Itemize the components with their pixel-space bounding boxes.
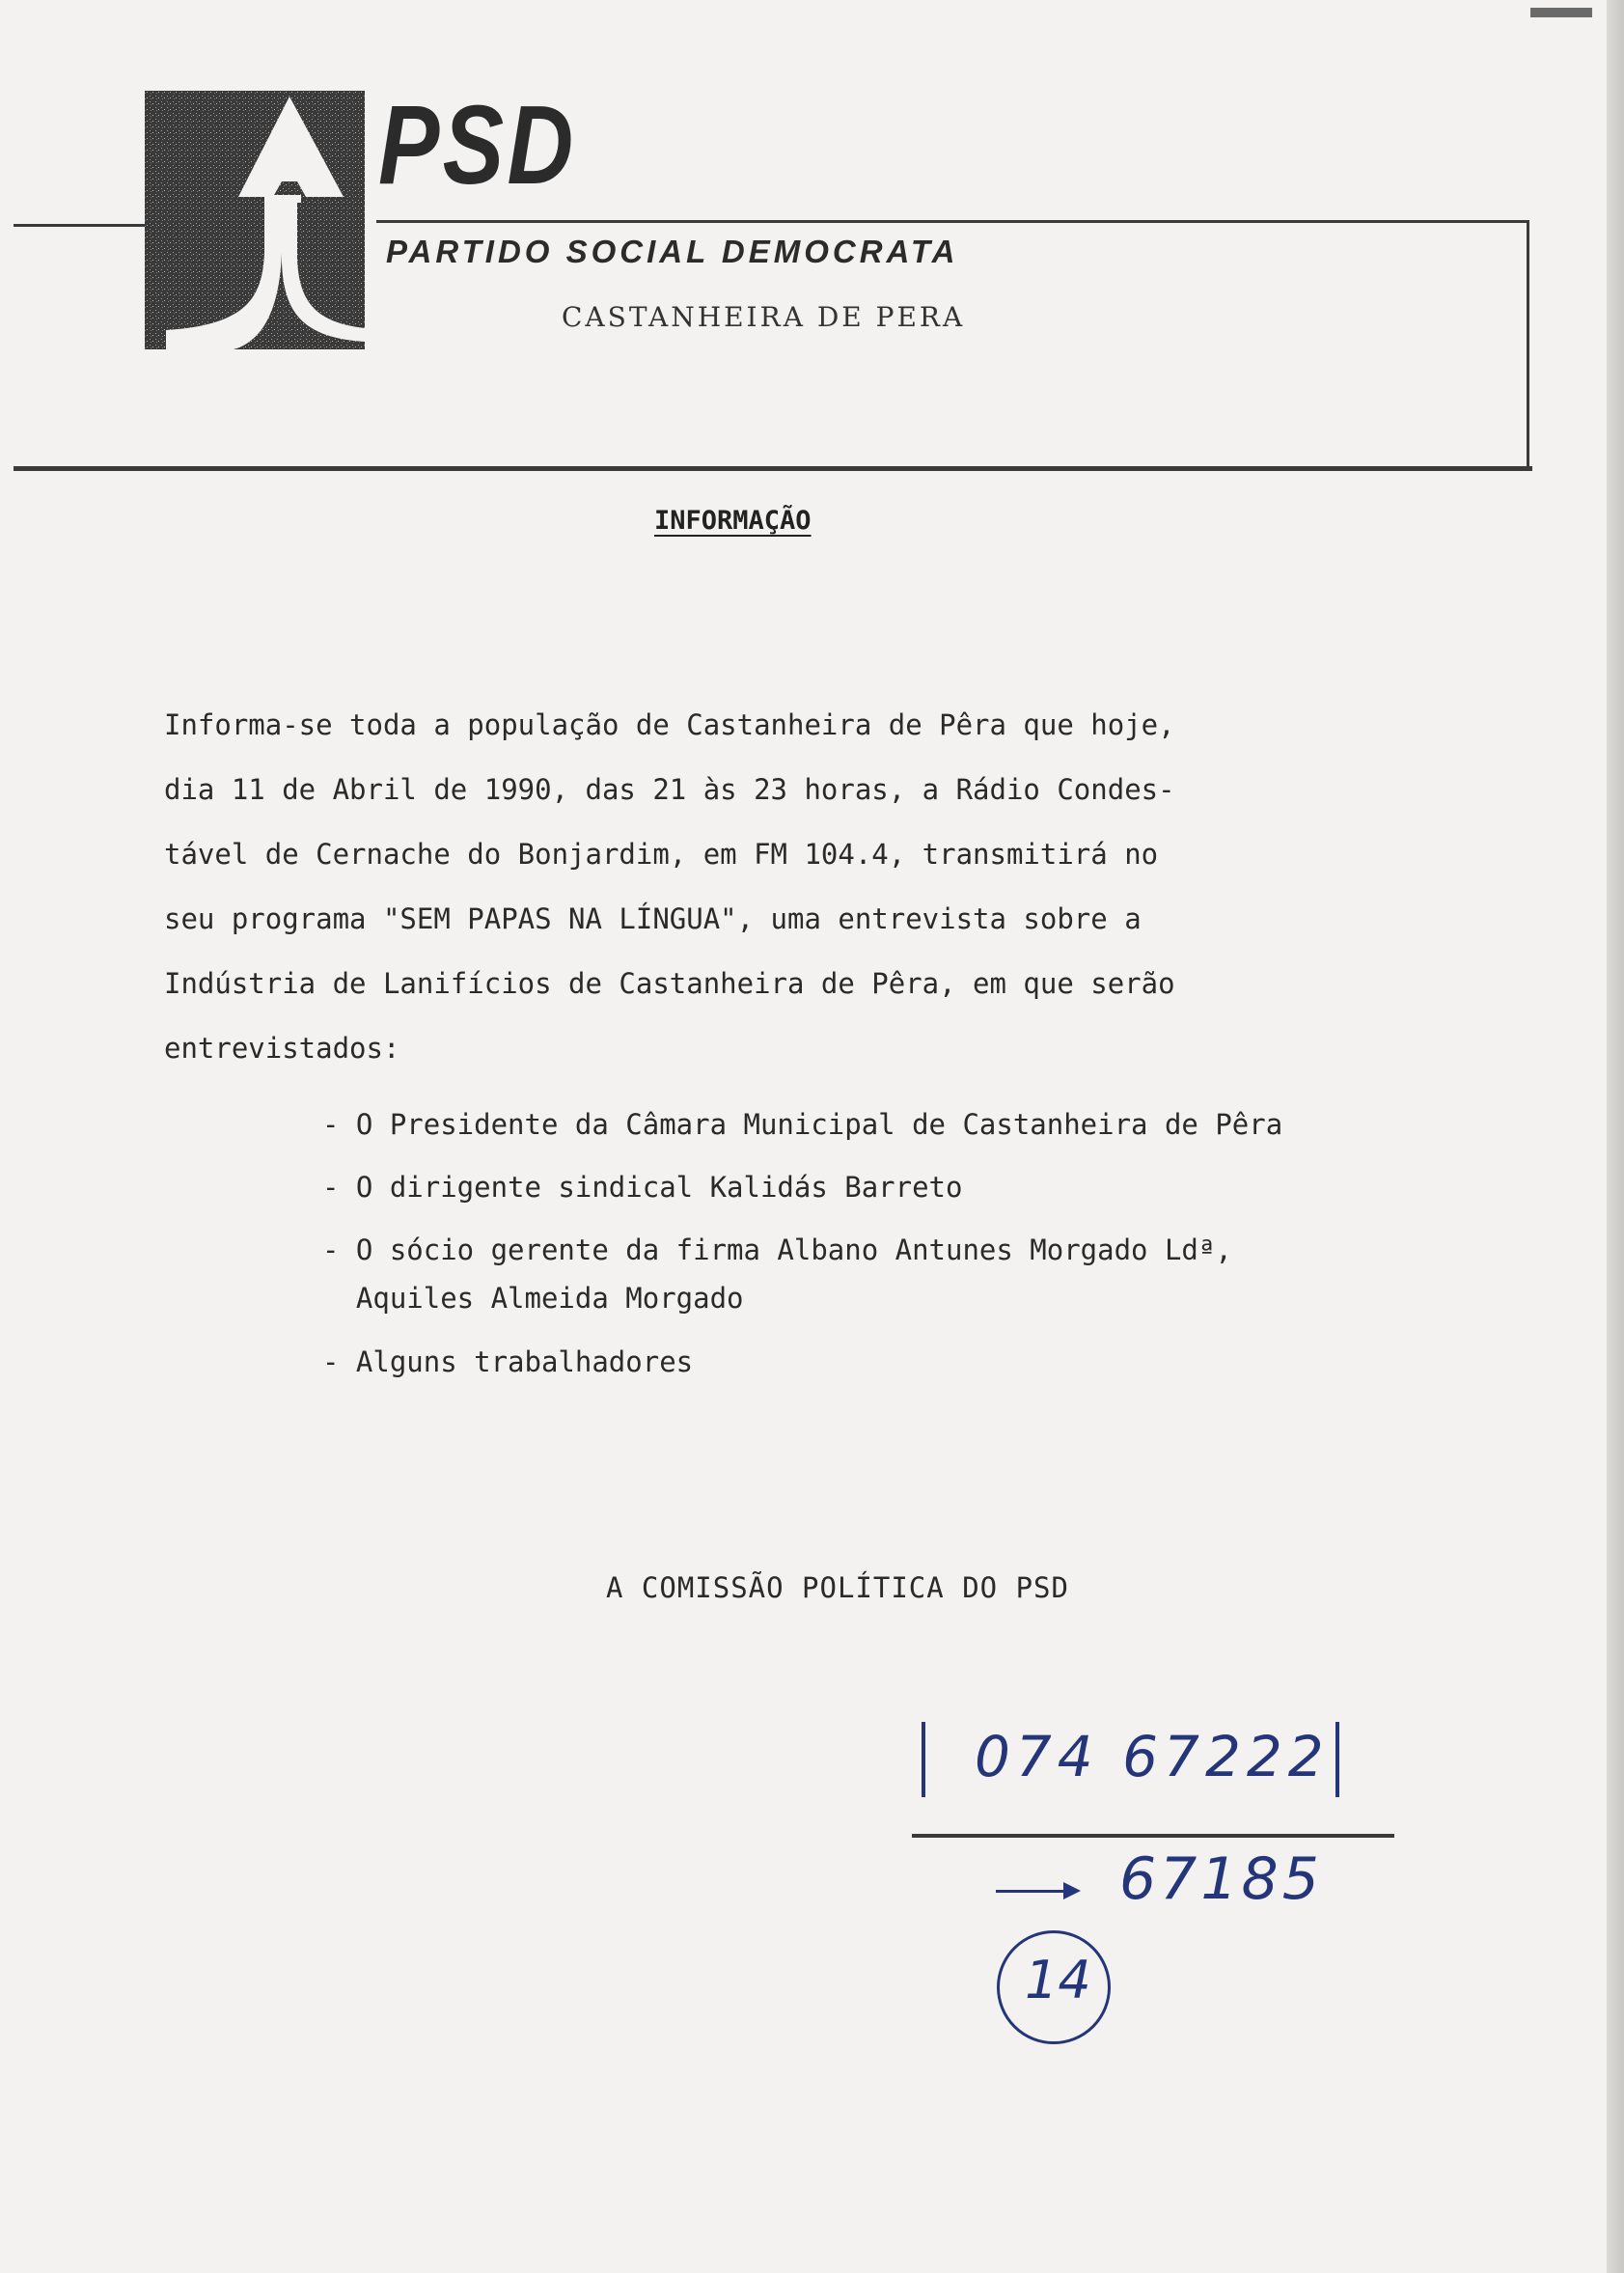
corner-mark [1530, 8, 1592, 17]
header-rule-upper-right [376, 220, 1527, 223]
header-rule-upper-left [14, 224, 149, 227]
archive-underline [912, 1834, 1394, 1838]
document-title: INFORMAÇÃO [654, 506, 812, 536]
body-line: tável de Cernache do Bonjardim, em FM 104.4, transmitirá no [164, 838, 1159, 871]
body-line: seu programa "SEM PAPAS NA LÍNGUA", uma entrevista sobre a [164, 902, 1142, 935]
list-item: - O dirigente sindical Kalidás Barreto [322, 1171, 963, 1204]
list-item: - O sócio gerente da firma Albano Antunes Morgado Ldª, [322, 1234, 1232, 1266]
archive-number: 074 67222 [975, 1724, 1330, 1789]
psd-logo-icon [137, 89, 369, 351]
party-name: PARTIDO SOCIAL DEMOCRATA [386, 234, 959, 269]
list-item: Aquiles Almeida Morgado [322, 1282, 744, 1315]
body-line: Indústria de Lanifícios de Castanheira de Pêra, em que serão [164, 967, 1175, 1000]
body-line: Informa-se toda a população de Castanheira de Pêra que hoje, [164, 708, 1175, 741]
reference-number: 67185 [1119, 1845, 1323, 1913]
arrow-head-icon [1063, 1882, 1081, 1899]
signature-line: A COMISSÃO POLÍTICA DO PSD [606, 1571, 1069, 1604]
header-frame-right [1527, 220, 1529, 471]
header-rule-lower [14, 466, 1532, 471]
announcement-body [164, 693, 1380, 1081]
interviewee-list [322, 1100, 1282, 1386]
arrow-icon [996, 1890, 1073, 1893]
body-line: dia 11 de Abril de 1990, das 21 às 23 horas, a Rádio Condes- [164, 773, 1175, 806]
list-item: - O Presidente da Câmara Municipal de Castanheira de Pêra [322, 1108, 1283, 1141]
list-item: - Alguns trabalhadores [322, 1345, 694, 1378]
logo-wordmark: PSD [378, 82, 577, 208]
page-number: 14 [1025, 1950, 1091, 2010]
page-edge [1607, 0, 1624, 2273]
party-location: CASTANHEIRA DE PERA [562, 301, 966, 333]
body-line: entrevistados: [164, 1032, 400, 1065]
